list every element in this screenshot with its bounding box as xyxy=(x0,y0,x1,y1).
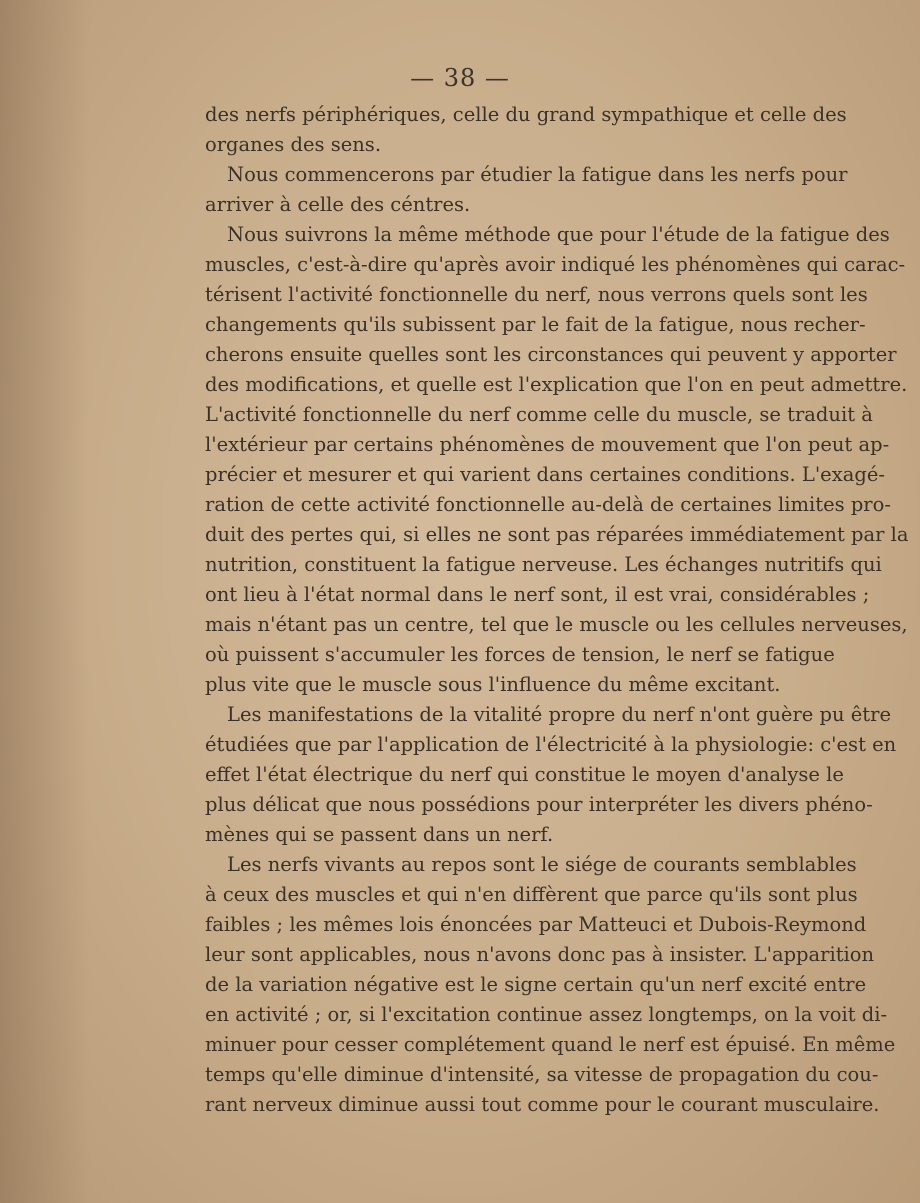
text-line: mais n'étant pas un centre, tel que le muscle ou les cellules nerveuses, xyxy=(205,613,908,636)
text-line: effet l'état électrique du nerf qui constitue le moyen d'analyse le xyxy=(205,763,844,786)
text-line: où puissent s'accumuler les forces de tension, le nerf se fatigue xyxy=(205,643,835,666)
text-line: faibles ; les mêmes lois énoncées par Matteuci et Dubois-Reymond xyxy=(205,913,867,936)
text-line: Les nerfs vivants au repos sont le siége de courants semblables xyxy=(227,853,857,876)
text-line: duit des pertes qui, si elles ne sont pas réparées immédiatement par la xyxy=(205,523,909,546)
text-line: ration de cette activité fonctionnelle au-delà de certaines limites pro- xyxy=(205,493,891,516)
page-edge-shadow xyxy=(0,0,90,1203)
text-line: l'extérieur par certains phénomènes de mouvement que l'on peut ap- xyxy=(205,433,890,456)
text-line: arriver à celle des céntres. xyxy=(205,193,471,216)
text-line: Les manifestations de la vitalité propre du nerf n'ont guère pu être xyxy=(227,703,891,726)
text-line: nutrition, constituent la fatigue nerveuse. Les échanges nutritifs qui xyxy=(205,553,882,576)
text-line: Nous suivrons la même méthode que pour l'étude de la fatigue des xyxy=(227,223,890,246)
text-line: plus délicat que nous possédions pour interpréter les divers phéno- xyxy=(205,793,873,816)
text-line: à ceux des muscles et qui n'en diffèrent que parce qu'ils sont plus xyxy=(205,883,858,906)
text-line: minuer pour cesser complétement quand le nerf est épuisé. En même xyxy=(205,1033,896,1056)
text-line: L'activité fonctionnelle du nerf comme celle du muscle, se traduit à xyxy=(205,403,873,426)
text-line: temps qu'elle diminue d'intensité, sa vitesse de propagation du cou- xyxy=(205,1063,879,1086)
body-text xyxy=(205,100,909,1120)
text-line: rant nerveux diminue aussi tout comme pour le courant musculaire. xyxy=(205,1093,880,1116)
text-line: muscles, c'est-à-dire qu'après avoir indiqué les phénomènes qui carac- xyxy=(205,253,906,276)
text-line: étudiées que par l'application de l'électricité à la physiologie: c'est en xyxy=(205,733,897,756)
text-line: cherons ensuite quelles sont les circonstances qui peuvent y apporter xyxy=(205,343,897,366)
text-line: des modifications, et quelle est l'explication que l'on en peut admettre. xyxy=(205,373,908,396)
text-line: ont lieu à l'état normal dans le nerf sont, il est vrai, considérables ; xyxy=(205,583,870,606)
text-line: de la variation négative est le signe certain qu'un nerf excité entre xyxy=(205,973,867,996)
text-line: leur sont applicables, nous n'avons donc pas à insister. L'apparition xyxy=(205,943,875,966)
text-line: précier et mesurer et qui varient dans certaines conditions. L'exagé- xyxy=(205,463,885,486)
text-line: mènes qui se passent dans un nerf. xyxy=(205,823,554,846)
text-line: en activité ; or, si l'excitation continue assez longtemps, on la voit di- xyxy=(205,1003,888,1026)
text-line: térisent l'activité fonctionnelle du nerf, nous verrons quels sont les xyxy=(205,283,868,306)
text-line: organes des sens. xyxy=(205,133,382,156)
text-line: des nerfs périphériques, celle du grand sympathique et celle des xyxy=(205,103,847,126)
text-line: plus vite que le muscle sous l'influence du même excitant. xyxy=(205,673,781,696)
page-number: — 38 — xyxy=(410,64,510,92)
text-line: changements qu'ils subissent par le fait de la fatigue, nous recher- xyxy=(205,313,866,336)
text-line: Nous commencerons par étudier la fatigue dans les nerfs pour xyxy=(227,163,848,186)
